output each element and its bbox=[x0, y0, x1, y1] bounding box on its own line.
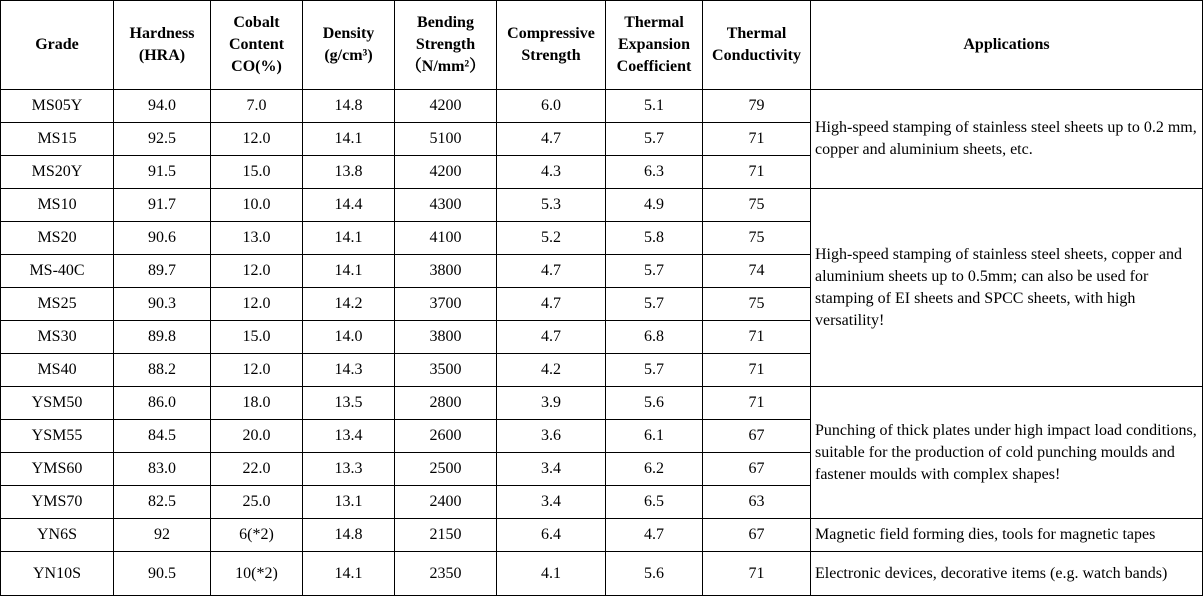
cell-grade: MS05Y bbox=[1, 90, 114, 123]
cell-thermal-conductivity: 71 bbox=[703, 123, 811, 156]
cell-hardness: 94.0 bbox=[114, 90, 211, 123]
cell-compressive-strength: 6.0 bbox=[497, 90, 606, 123]
cell-bending-strength: 2500 bbox=[395, 453, 497, 486]
cell-grade: MS10 bbox=[1, 189, 114, 222]
cell-bending-strength: 2350 bbox=[395, 552, 497, 596]
cell-thermal-expansion: 5.6 bbox=[606, 387, 703, 420]
cell-hardness: 88.2 bbox=[114, 354, 211, 387]
cell-grade: MS-40C bbox=[1, 255, 114, 288]
header-bending-strength: Bending Strength （N/mm²） bbox=[395, 1, 497, 90]
header-grade: Grade bbox=[1, 1, 114, 90]
cell-density: 13.5 bbox=[303, 387, 395, 420]
cell-grade: YSM55 bbox=[1, 420, 114, 453]
cell-hardness: 82.5 bbox=[114, 486, 211, 519]
cell-compressive-strength: 4.1 bbox=[497, 552, 606, 596]
cell-hardness: 92 bbox=[114, 519, 211, 552]
cell-bending-strength: 4100 bbox=[395, 222, 497, 255]
cell-compressive-strength: 3.4 bbox=[497, 453, 606, 486]
cell-bending-strength: 2600 bbox=[395, 420, 497, 453]
cell-thermal-expansion: 5.7 bbox=[606, 288, 703, 321]
cell-bending-strength: 4200 bbox=[395, 90, 497, 123]
cell-bending-strength: 3800 bbox=[395, 255, 497, 288]
cell-thermal-conductivity: 75 bbox=[703, 288, 811, 321]
header-cobalt-content: Cobalt Content CO(%) bbox=[211, 1, 303, 90]
header-thermal-conductivity: Thermal Conductivity bbox=[703, 1, 811, 90]
cell-grade: MS40 bbox=[1, 354, 114, 387]
cell-thermal-conductivity: 75 bbox=[703, 222, 811, 255]
cell-thermal-expansion: 4.7 bbox=[606, 519, 703, 552]
cell-thermal-conductivity: 71 bbox=[703, 354, 811, 387]
cell-hardness: 83.0 bbox=[114, 453, 211, 486]
cell-compressive-strength: 4.7 bbox=[497, 288, 606, 321]
cell-density: 14.1 bbox=[303, 222, 395, 255]
cell-cobalt-content: 10.0 bbox=[211, 189, 303, 222]
cell-hardness: 90.5 bbox=[114, 552, 211, 596]
cell-compressive-strength: 4.7 bbox=[497, 123, 606, 156]
cell-thermal-conductivity: 67 bbox=[703, 453, 811, 486]
cell-grade: MS15 bbox=[1, 123, 114, 156]
cell-grade: YSM50 bbox=[1, 387, 114, 420]
cell-thermal-expansion: 6.1 bbox=[606, 420, 703, 453]
cell-bending-strength: 2800 bbox=[395, 387, 497, 420]
cell-compressive-strength: 4.3 bbox=[497, 156, 606, 189]
cell-thermal-expansion: 5.8 bbox=[606, 222, 703, 255]
cell-grade: MS20Y bbox=[1, 156, 114, 189]
cell-thermal-expansion: 5.7 bbox=[606, 255, 703, 288]
cell-thermal-expansion: 5.6 bbox=[606, 552, 703, 596]
cell-thermal-conductivity: 71 bbox=[703, 156, 811, 189]
cell-cobalt-content: 15.0 bbox=[211, 156, 303, 189]
cell-thermal-expansion: 5.7 bbox=[606, 354, 703, 387]
cell-density: 13.1 bbox=[303, 486, 395, 519]
cell-compressive-strength: 4.2 bbox=[497, 354, 606, 387]
cell-applications: High-speed stamping of stainless steel sheets up to 0.2 mm, copper and aluminium sheets, etc. bbox=[811, 90, 1203, 189]
cell-thermal-expansion: 6.3 bbox=[606, 156, 703, 189]
cell-applications: Magnetic field forming dies, tools for magnetic tapes bbox=[811, 519, 1203, 552]
cell-thermal-expansion: 6.5 bbox=[606, 486, 703, 519]
cell-grade: MS25 bbox=[1, 288, 114, 321]
cell-cobalt-content: 10(*2) bbox=[211, 552, 303, 596]
cell-thermal-conductivity: 63 bbox=[703, 486, 811, 519]
cell-compressive-strength: 5.3 bbox=[497, 189, 606, 222]
cell-grade: MS20 bbox=[1, 222, 114, 255]
cell-grade: YMS60 bbox=[1, 453, 114, 486]
cell-hardness: 84.5 bbox=[114, 420, 211, 453]
table-row bbox=[1, 552, 1203, 596]
cell-thermal-conductivity: 67 bbox=[703, 420, 811, 453]
cell-applications: Electronic devices, decorative items (e.g. watch bands) bbox=[811, 552, 1203, 596]
cell-cobalt-content: 13.0 bbox=[211, 222, 303, 255]
table-row bbox=[1, 387, 1203, 420]
cell-bending-strength: 2150 bbox=[395, 519, 497, 552]
cell-compressive-strength: 4.7 bbox=[497, 255, 606, 288]
cell-bending-strength: 3500 bbox=[395, 354, 497, 387]
cell-cobalt-content: 25.0 bbox=[211, 486, 303, 519]
cell-compressive-strength: 6.4 bbox=[497, 519, 606, 552]
cell-grade: YN6S bbox=[1, 519, 114, 552]
cell-density: 13.8 bbox=[303, 156, 395, 189]
cell-thermal-conductivity: 71 bbox=[703, 387, 811, 420]
cell-hardness: 90.3 bbox=[114, 288, 211, 321]
table-row bbox=[1, 90, 1203, 123]
cell-thermal-expansion: 5.1 bbox=[606, 90, 703, 123]
cell-compressive-strength: 3.4 bbox=[497, 486, 606, 519]
cell-thermal-conductivity: 79 bbox=[703, 90, 811, 123]
cell-hardness: 91.5 bbox=[114, 156, 211, 189]
cell-thermal-conductivity: 71 bbox=[703, 552, 811, 596]
cell-cobalt-content: 6(*2) bbox=[211, 519, 303, 552]
cell-density: 14.8 bbox=[303, 90, 395, 123]
cell-grade: MS30 bbox=[1, 321, 114, 354]
cell-thermal-expansion: 6.2 bbox=[606, 453, 703, 486]
cell-compressive-strength: 5.2 bbox=[497, 222, 606, 255]
cell-hardness: 89.8 bbox=[114, 321, 211, 354]
cell-thermal-expansion: 6.8 bbox=[606, 321, 703, 354]
table-row bbox=[1, 519, 1203, 552]
cell-cobalt-content: 18.0 bbox=[211, 387, 303, 420]
cell-density: 14.0 bbox=[303, 321, 395, 354]
header-density: Density (g/cm³) bbox=[303, 1, 395, 90]
cell-hardness: 90.6 bbox=[114, 222, 211, 255]
cell-thermal-expansion: 4.9 bbox=[606, 189, 703, 222]
header-thermal-expansion: Thermal Expansion Coefficient bbox=[606, 1, 703, 90]
cell-cobalt-content: 20.0 bbox=[211, 420, 303, 453]
cell-density: 14.4 bbox=[303, 189, 395, 222]
cell-thermal-conductivity: 71 bbox=[703, 321, 811, 354]
cell-density: 14.2 bbox=[303, 288, 395, 321]
header-hardness: Hardness (HRA) bbox=[114, 1, 211, 90]
cell-applications: Punching of thick plates under high impact load conditions, suitable for the production of cold punching moulds and fastener moulds with complex shapes! bbox=[811, 387, 1203, 519]
cell-cobalt-content: 7.0 bbox=[211, 90, 303, 123]
table-row bbox=[1, 189, 1203, 222]
cell-thermal-expansion: 5.7 bbox=[606, 123, 703, 156]
cell-cobalt-content: 12.0 bbox=[211, 354, 303, 387]
cell-density: 14.1 bbox=[303, 552, 395, 596]
header-compressive-strength: Compressive Strength bbox=[497, 1, 606, 90]
cell-bending-strength: 2400 bbox=[395, 486, 497, 519]
cell-grade: YMS70 bbox=[1, 486, 114, 519]
cell-bending-strength: 5100 bbox=[395, 123, 497, 156]
cell-bending-strength: 3800 bbox=[395, 321, 497, 354]
cell-applications: High-speed stamping of stainless steel sheets, copper and aluminium sheets up to 0.5mm; can also be used for stamping of EI sheets and SPCC sheets, with high versatility! bbox=[811, 189, 1203, 387]
cell-hardness: 89.7 bbox=[114, 255, 211, 288]
cell-cobalt-content: 12.0 bbox=[211, 123, 303, 156]
cell-compressive-strength: 3.9 bbox=[497, 387, 606, 420]
cell-density: 13.4 bbox=[303, 420, 395, 453]
cell-compressive-strength: 3.6 bbox=[497, 420, 606, 453]
header-row bbox=[1, 1, 1203, 90]
cell-density: 14.1 bbox=[303, 255, 395, 288]
cell-bending-strength: 4200 bbox=[395, 156, 497, 189]
cell-cobalt-content: 12.0 bbox=[211, 288, 303, 321]
cell-hardness: 86.0 bbox=[114, 387, 211, 420]
cell-grade: YN10S bbox=[1, 552, 114, 596]
cell-thermal-conductivity: 75 bbox=[703, 189, 811, 222]
cell-density: 13.3 bbox=[303, 453, 395, 486]
cell-thermal-conductivity: 67 bbox=[703, 519, 811, 552]
cell-density: 14.3 bbox=[303, 354, 395, 387]
cell-cobalt-content: 22.0 bbox=[211, 453, 303, 486]
cell-density: 14.1 bbox=[303, 123, 395, 156]
cell-cobalt-content: 12.0 bbox=[211, 255, 303, 288]
header-applications: Applications bbox=[811, 1, 1203, 90]
cell-thermal-conductivity: 74 bbox=[703, 255, 811, 288]
cell-bending-strength: 3700 bbox=[395, 288, 497, 321]
cell-cobalt-content: 15.0 bbox=[211, 321, 303, 354]
cell-hardness: 91.7 bbox=[114, 189, 211, 222]
cell-compressive-strength: 4.7 bbox=[497, 321, 606, 354]
cell-hardness: 92.5 bbox=[114, 123, 211, 156]
cell-bending-strength: 4300 bbox=[395, 189, 497, 222]
cell-density: 14.8 bbox=[303, 519, 395, 552]
